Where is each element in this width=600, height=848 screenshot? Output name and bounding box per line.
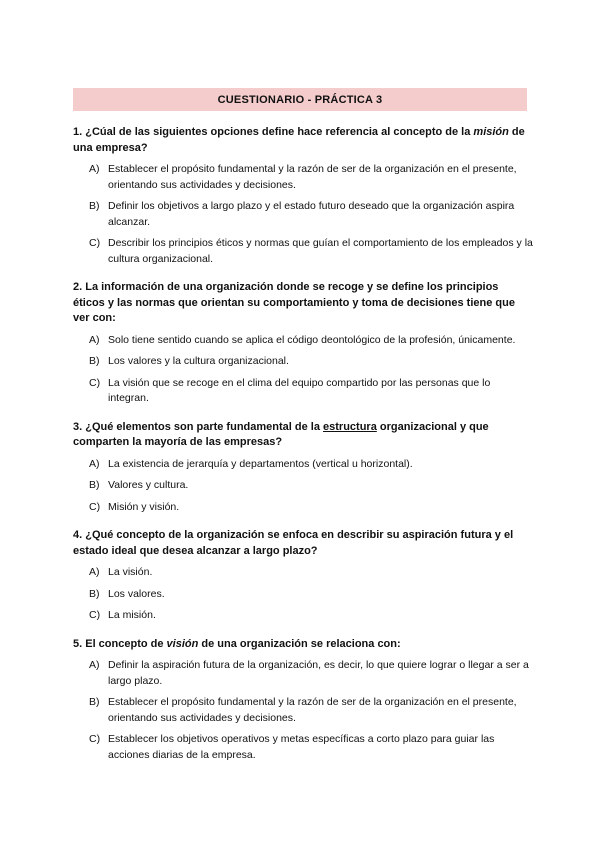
question-text-part: 3. ¿Qué elementos son parte fundamental de la: [73, 420, 324, 433]
question-3: [73, 420, 533, 516]
option-c[interactable]: [73, 608, 533, 624]
question-list: [73, 125, 533, 776]
document-title: CUESTIONARIO - PRÁCTICA 3: [73, 88, 527, 111]
option-text: La existencia de jerarquía y departamentos (vertical u horizontal).: [108, 457, 413, 470]
question-text-part: de una organización se relaciona con:: [198, 637, 401, 650]
question-text-part: 5. El concepto de: [73, 637, 167, 650]
option-b[interactable]: [73, 354, 533, 370]
option-a[interactable]: [73, 658, 533, 689]
option-letter: A): [89, 333, 100, 346]
option-text: Establecer el propósito fundamental y la razón de ser de la organización en el presente, orientando sus actividades y decisiones.: [108, 163, 517, 191]
option-c[interactable]: [73, 732, 533, 763]
option-c[interactable]: [73, 500, 533, 516]
option-a[interactable]: [73, 333, 533, 349]
emphasized-term: visión: [166, 637, 199, 650]
question-text: [73, 420, 533, 451]
option-letter: C): [89, 376, 101, 389]
question-text: [73, 125, 533, 156]
option-letter: C): [89, 733, 101, 745]
option-text: Definir los objetivos a largo plazo y el estado futuro deseado que la organización aspira alcanzar.: [108, 200, 515, 228]
option-text: La misión.: [108, 609, 156, 621]
option-text: Los valores.: [108, 587, 165, 600]
option-text: Misión y visión.: [108, 500, 180, 513]
option-text: Solo tiene sentido cuando se aplica el código deontológico de la profesión, únicamente.: [108, 333, 516, 346]
question-text-part: de una empresa?: [73, 126, 525, 154]
option-text: Establecer el propósito fundamental y la razón de ser de la organización en el presente, orientando sus actividades y decisiones.: [108, 696, 517, 724]
question-4: [73, 528, 533, 624]
option-letter: B): [89, 587, 100, 600]
option-b[interactable]: [73, 199, 533, 230]
option-letter: A): [89, 163, 100, 175]
option-letter: B): [89, 200, 100, 212]
option-text: Establecer los objetivos operativos y metas específicas a corto plazo para guiar las acciones diarias de la empresa.: [108, 733, 495, 761]
option-a[interactable]: [73, 162, 533, 193]
underlined-term: estructura: [323, 420, 377, 433]
option-letter: A): [89, 659, 100, 671]
question-text: [73, 637, 533, 653]
option-text: La visión.: [108, 566, 153, 578]
option-c[interactable]: [73, 236, 533, 267]
option-letter: B): [89, 355, 100, 367]
emphasized-term: misión: [473, 126, 509, 138]
option-text: Valores y cultura.: [108, 479, 189, 491]
option-letter: B): [89, 479, 100, 491]
question-2: [73, 280, 533, 407]
option-letter: B): [89, 696, 100, 708]
option-text: Los valores y la cultura organizacional.: [108, 355, 289, 367]
option-b[interactable]: [73, 695, 533, 726]
question-1: [73, 125, 533, 267]
option-b[interactable]: [73, 587, 533, 603]
option-a[interactable]: [73, 457, 533, 473]
option-letter: A): [89, 566, 100, 578]
option-text: Definir la aspiración futura de la organización, es decir, lo que quiere lograr o llegar a ser a largo plazo.: [108, 659, 529, 687]
option-text: Describir los principios éticos y normas que guían el comportamiento de los empleados y la cultura organizacional.: [108, 237, 533, 265]
question-text-part: 1. ¿Cúal de las siguientes opciones define hace referencia al concepto de la: [73, 126, 474, 138]
question-5: [73, 637, 533, 764]
question-text: 4. ¿Qué concepto de la organización se enfoca en describir su aspiración futura y el estado ideal que desea alcanzar a largo plazo?: [73, 529, 514, 557]
option-letter: C): [89, 237, 101, 249]
option-letter: C): [89, 500, 101, 513]
option-a[interactable]: [73, 565, 533, 581]
option-b[interactable]: [73, 478, 533, 494]
option-letter: A): [89, 457, 100, 470]
option-letter: C): [89, 609, 101, 621]
option-text: La visión que se recoge en el clima del equipo compartido por las personas que lo integran.: [108, 376, 491, 404]
question-text-part: organizacional y que comparten la mayoría de las empresas?: [73, 420, 489, 448]
question-text: 2. La información de una organización donde se recoge y se define los principios éticos y las normas que orientan su comportamiento y toma de decisiones tiene que ver con:: [73, 281, 515, 324]
option-c[interactable]: [73, 376, 533, 407]
